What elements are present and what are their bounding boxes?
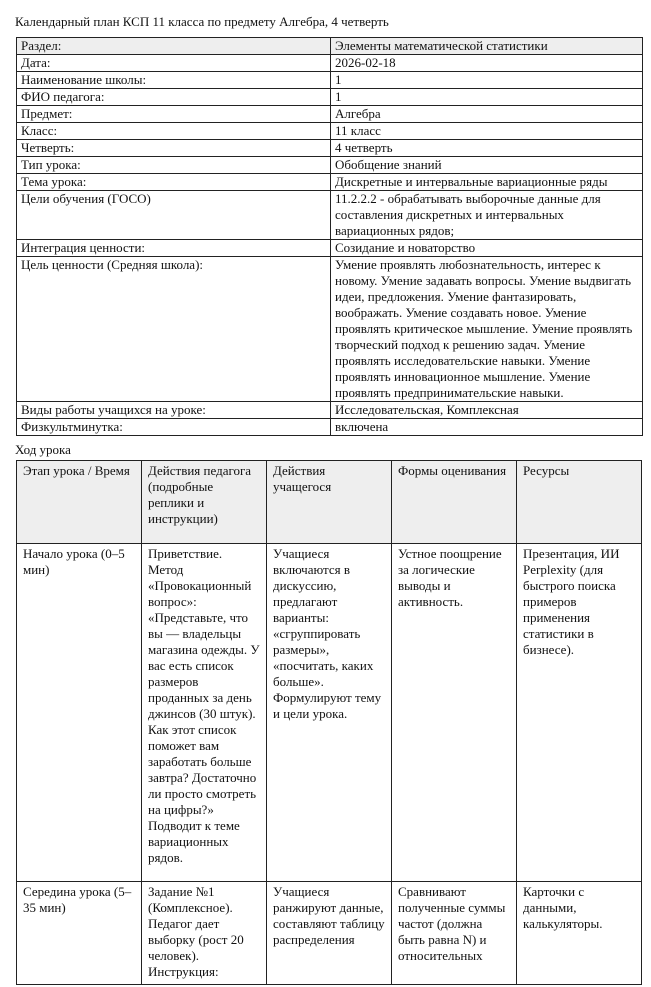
info-value: Алгебра	[331, 106, 643, 123]
info-row-work-types	[17, 402, 643, 419]
info-value: Умение проявлять любознательность, интерес к новому. Умение задавать вопросы. Умение выдвигать идеи, предложения. Умение фантазировать, воображать. Умение создавать новое. Умение проявлять критическое мышление. Умение проявлять творческий подход к решению задач. Умение проявлять исследовательские навыки. Умение проявлять инновационное мышление. Умение проявлять предпринимательские навыки.	[331, 257, 643, 402]
info-value: 4 четверть	[331, 140, 643, 157]
teacher-actions-cell: Приветствие. Метод «Провокационный вопрос»: «Представьте, что вы — владельцы магазина одежды. У вас есть список размеров проданных за день джинсов (30 штук). Как этот список поможет вам заработать больше завтра? Достаточно ли просто смотреть на цифры?» Подводит к теме вариационных рядов.	[142, 544, 267, 882]
info-label: Тема урока:	[17, 174, 331, 191]
info-label: Физкультминутка:	[17, 419, 331, 436]
info-label: Дата:	[17, 55, 331, 72]
info-label: Предмет:	[17, 106, 331, 123]
student-actions-cell: Учащиеся ранжируют данные, составляют таблицу распределения	[267, 882, 392, 985]
info-row-date	[17, 55, 643, 72]
document-title: Календарный план КСП 11 класса по предмету Алгебра, 4 четверть	[15, 14, 389, 29]
assessment-cell: Сравнивают полученные суммы частот (должна быть равна N) и относительных	[392, 882, 517, 985]
lesson-info-table	[16, 37, 643, 436]
info-value: 1	[331, 89, 643, 106]
info-row-school	[17, 72, 643, 89]
info-row-teacher	[17, 89, 643, 106]
info-value: Обобщение знаний	[331, 157, 643, 174]
info-row-section	[17, 38, 643, 55]
info-row-value-integration	[17, 240, 643, 257]
info-label: Класс:	[17, 123, 331, 140]
info-label: Интеграция ценности:	[17, 240, 331, 257]
info-label: Цель ценности (Средняя школа):	[17, 257, 331, 402]
info-value: Элементы математической статистики	[331, 38, 643, 55]
info-row-physical-break	[17, 419, 643, 436]
info-row-value-goal	[17, 257, 643, 402]
teacher-actions-cell: Задание №1 (Комплексное). Педагог дает выборку (рост 20 человек). Инструкция:	[142, 882, 267, 985]
info-value: 11 класс	[331, 123, 643, 140]
info-label: Раздел:	[17, 38, 331, 55]
info-label: Виды работы учащихся на уроке:	[17, 402, 331, 419]
assessment-cell: Устное поощрение за логические выводы и активность.	[392, 544, 517, 882]
info-row-quarter	[17, 140, 643, 157]
info-label: Наименование школы:	[17, 72, 331, 89]
info-label: ФИО педагога:	[17, 89, 331, 106]
table-row	[17, 544, 642, 882]
column-header: Ресурсы	[517, 461, 642, 544]
column-header: Действия педагога (подробные реплики и инструкции)	[142, 461, 267, 544]
stage-cell: Середина урока (5–35 мин)	[17, 882, 142, 985]
info-value: 11.2.2.2 - обрабатывать выборочные данные для составления дискретных и интервальных вариационных рядов;	[331, 191, 643, 240]
info-row-class	[17, 123, 643, 140]
resources-cell: Карточки с данными, калькуляторы.	[517, 882, 642, 985]
info-label: Цели обучения (ГОСО)	[17, 191, 331, 240]
info-value: включена	[331, 419, 643, 436]
table-header-row	[17, 461, 642, 544]
info-value: Созидание и новаторство	[331, 240, 643, 257]
info-row-subject	[17, 106, 643, 123]
info-value: Исследовательская, Комплексная	[331, 402, 643, 419]
info-row-learning-goals	[17, 191, 643, 240]
info-value: 2026-02-18	[331, 55, 643, 72]
info-label: Тип урока:	[17, 157, 331, 174]
student-actions-cell: Учащиеся включаются в дискуссию, предлагают варианты: «сгруппировать размеры», «посчитать, каких больше». Формулируют тему и цели урока.	[267, 544, 392, 882]
lesson-flow-table	[16, 460, 642, 985]
stage-cell: Начало урока (0–5 мин)	[17, 544, 142, 882]
info-row-lesson-type	[17, 157, 643, 174]
info-value: 1	[331, 72, 643, 89]
resources-cell: Презентация, ИИ Perplexity (для быстрого поиска примеров применения статистики в бизнесе).	[517, 544, 642, 882]
info-value: Дискретные и интервальные вариационные ряды	[331, 174, 643, 191]
column-header: Действия учащегося	[267, 461, 392, 544]
column-header: Этап урока / Время	[17, 461, 142, 544]
table-row	[17, 882, 642, 985]
info-label: Четверть:	[17, 140, 331, 157]
info-row-lesson-topic	[17, 174, 643, 191]
column-header: Формы оценивания	[392, 461, 517, 544]
lesson-flow-heading: Ход урока	[15, 442, 71, 457]
